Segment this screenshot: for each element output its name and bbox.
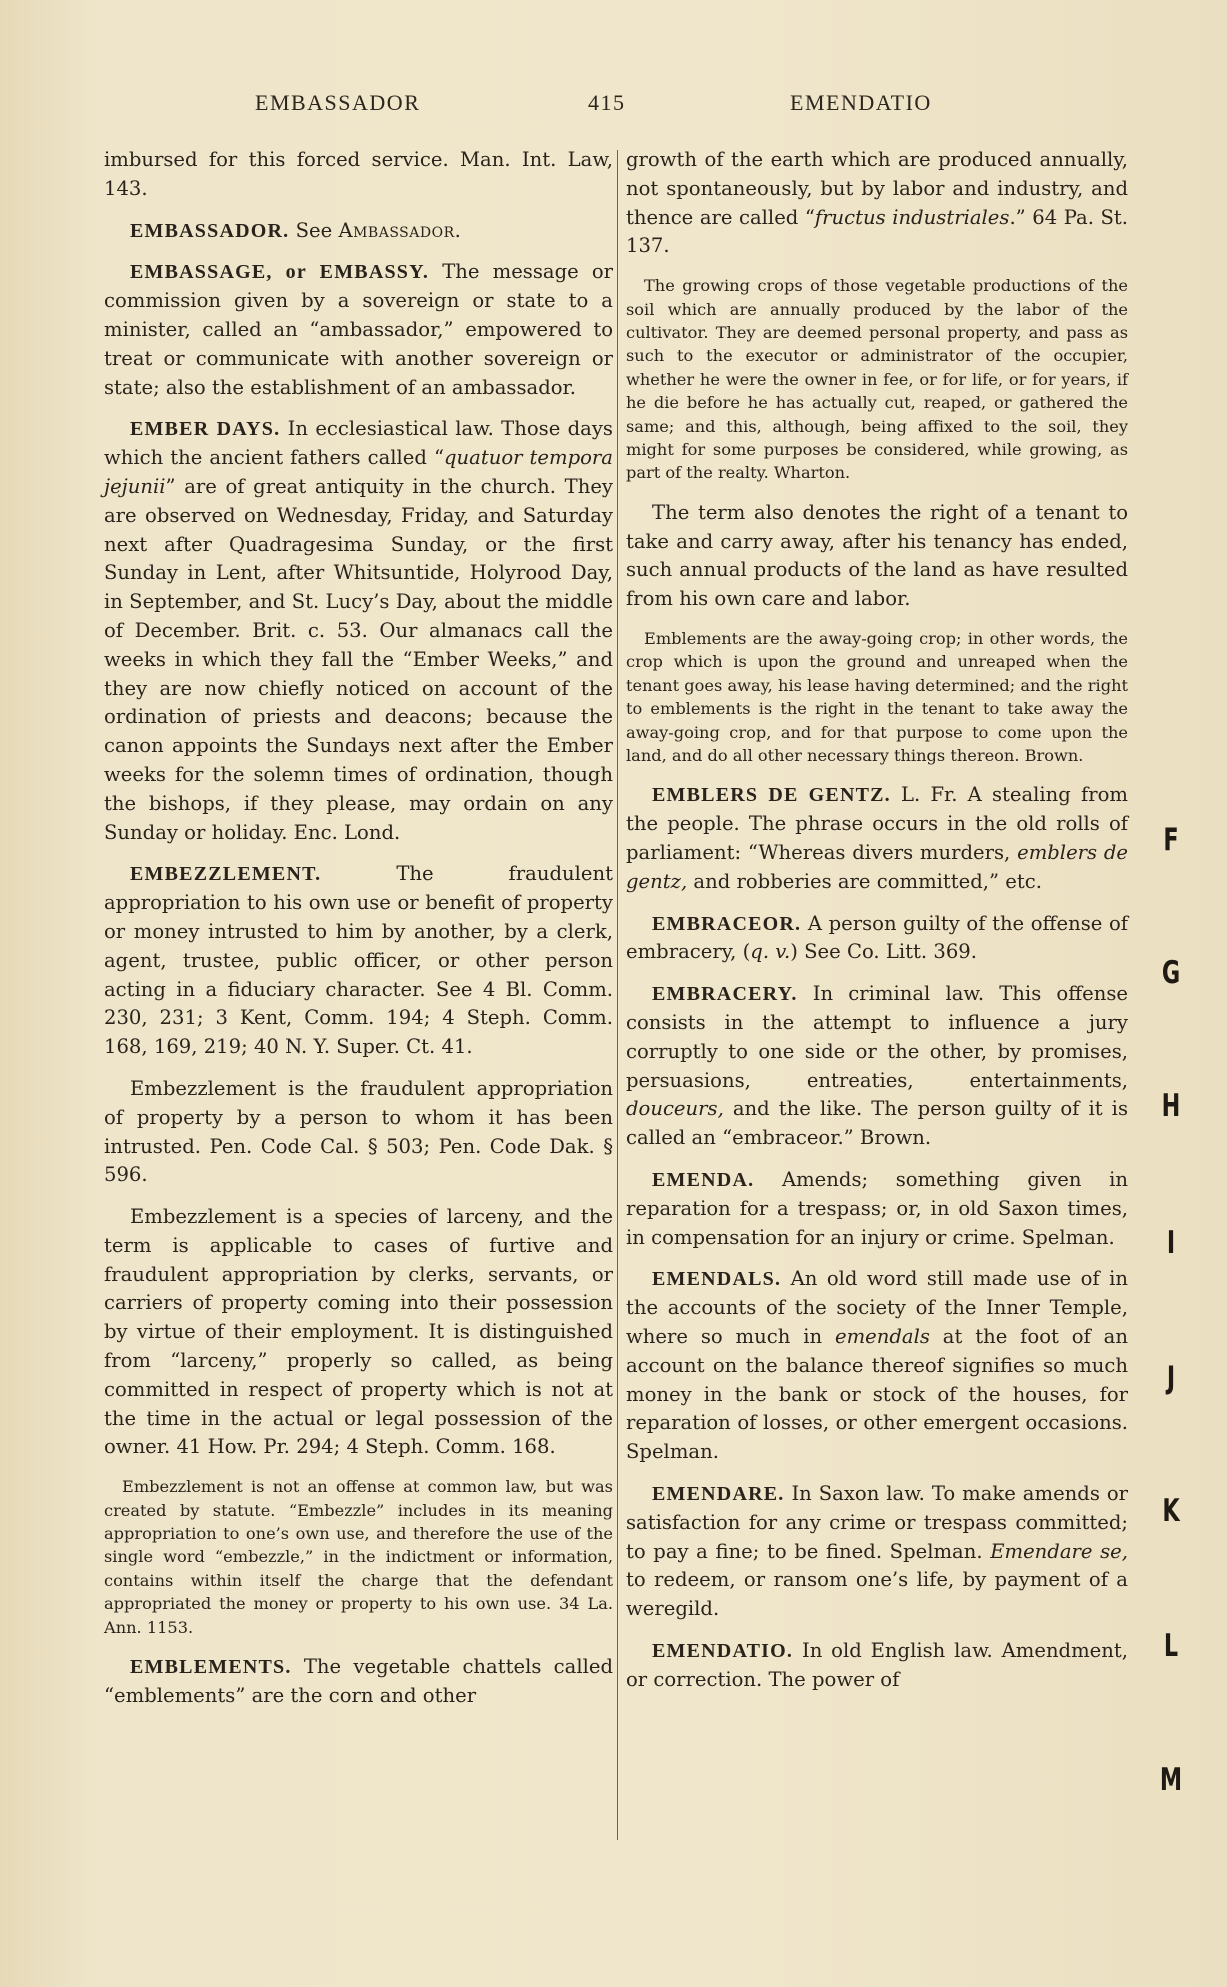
definition: In ecclesiastical law. Those days which the ancient fathers called “	[104, 417, 613, 470]
cross-reference: Ambassador.	[338, 218, 462, 242]
entry-emendals	[626, 1265, 1128, 1467]
right-column	[626, 146, 1128, 1708]
definition-continued: ) See Co. Litt. 369.	[790, 940, 977, 964]
headword: EMBLERS DE GENTZ.	[652, 784, 891, 807]
thumb-index-f[interactable]: F	[1163, 822, 1179, 858]
entry-embracery	[626, 980, 1128, 1153]
italic-phrase: q. v.	[750, 940, 791, 964]
definition: The message or commission given by a sovereign or state to a minister, called an “ambassador,” empowered to treat or communicate with another sovereign or state; also the establishment of an ambassador.	[104, 260, 613, 399]
italic-phrase: emblers de gentz,	[626, 841, 1129, 893]
emblements-note-2: Emblements are the away-going crop; in other words, the crop which is upon the ground and unreaped when the tenant goes away, his lease having determined; and the right to emblements is the right in the tenant to take away the away-going crop, and for that purpose to come upon the land, and do all other necessary things thereon. Brown.	[626, 629, 1128, 766]
definition: The vegetable chattels called “emblements” are the corn and other	[104, 1655, 613, 1707]
definition: In Saxon law. To make amends or satisfaction for any crime or trespass committed; to pay a fine; to be fined. Spelman.	[626, 1482, 1128, 1563]
definition: L. Fr. A stealing from the people. The phrase occurs in the old rolls of parliament: “Whereas divers murders,	[626, 783, 1128, 865]
headword: EMENDARE.	[652, 1483, 785, 1505]
headword: EMENDATIO.	[652, 1639, 794, 1662]
emblements-term-paragraph: The term also denotes the right of a tenant to take and carry away, after his tenancy has ended, such annual products of the land as have resulted from his own care and labor.	[626, 500, 1128, 611]
entry-ember-days	[104, 415, 613, 847]
entry-emblers-de-gentz	[626, 781, 1128, 896]
continued-paragraph: imbursed for this forced service. Man. Int. Law, 143.	[104, 148, 613, 200]
definition-continued: to redeem, or ransom one’s life, by payment of a weregild.	[626, 1568, 1128, 1621]
italic-phrase: Emendare se,	[990, 1539, 1128, 1563]
headword: EMENDA.	[652, 1169, 755, 1192]
definition: Amends; something given in reparation for a trespass; or, in old Saxon times, in compensation for an injury or crime. Spelman.	[626, 1168, 1128, 1249]
headword: EMBRACEOR.	[652, 912, 802, 935]
thumb-index-g[interactable]: G	[1161, 955, 1181, 991]
definition-continued: and the like. The person guilty of it is called an “embraceor.” Brown.	[626, 1097, 1128, 1150]
headword: EMBRACERY.	[652, 983, 798, 1006]
definition: In criminal law. This offense consists in the attempt to influence a jury corruptly to one side or the other, by promises, persuasions, entreaties, entertainments,	[626, 982, 1128, 1092]
entry-emblements	[104, 1653, 613, 1711]
definition: The fraudulent appropriation to his own use or benefit of property or money intrusted to him by another, by a clerk, agent, trustee, public officer, or other person acting in a fiduciary character. See 4 Bl. Comm. 230, 231; 3 Kent, Comm. 194; 4 Steph. Comm. 168, 169, 219; 40 N. Y. Super. Ct. 41.	[104, 862, 613, 1059]
definition-continued: growth of the earth which are produced annually, not spontaneously, but by labor and industry, and thence are called “	[626, 148, 1128, 229]
embezzlement-paragraph-2: Embezzlement is the fraudulent appropriation of property by a person to whom it has been intrusted. Pen. Code Cal. § 503; Pen. Code Dak. § 596.	[104, 1076, 613, 1187]
thumb-index-j[interactable]: J	[1166, 1360, 1176, 1396]
entry-embezzlement	[104, 860, 613, 1062]
latin-phrase: quatuor tempora jejunii	[104, 446, 613, 498]
see-label: See	[295, 218, 333, 242]
page-number: 415	[588, 90, 626, 115]
entry-embassador	[104, 217, 613, 246]
definition: In old English law. Amendment, or correction. The power of	[626, 1638, 1128, 1691]
entry-emendare	[626, 1480, 1128, 1624]
emblements-note-1: The growing crops of those vegetable productions of the soil which are annually produced by the labor of the cultivator. They are deemed personal property, and pass as such to the executor or administrator of the occupier, whether he were the owner in fee, or for life, or for years, if he die before he has actually cut, reaped, or gathered the same; and this, although, being affixed to the soil, they might for some purposes be considered, while growing, as part of the realty. Wharton.	[626, 276, 1128, 483]
column-divider	[617, 150, 618, 1840]
thumb-index-m[interactable]: M	[1159, 1762, 1183, 1798]
citation: .” 64 Pa. St. 137.	[626, 205, 1128, 258]
definition-continued: and robberies are committed,” etc.	[693, 869, 1042, 893]
definition: A person guilty of the offense of embracery, (	[626, 911, 1128, 964]
thumb-index-h[interactable]: H	[1161, 1088, 1181, 1124]
entry-emendatio	[626, 1637, 1128, 1695]
definition-continued: ” are of great antiquity in the church. They are observed on Wednesday, Friday, and Saturday next after Quadragesima Sunday, or the first Sunday in Lent, after Whitsuntide, Holyrood Day, in September, and St. Lucy’s Day, about the middle of December. Brit. c. 53. Our almanacs call the weeks in which they fall the “Ember Weeks,” and they are now chiefly noticed on account of the ordination of priests and deacons; because the canon appoints the Sundays next after the Ember weeks for the solemn times of ordination, though the bishops, if they please, may ordain on any Sunday or holiday. Enc. Lond.	[104, 474, 613, 844]
headword: EMENDALS.	[652, 1268, 782, 1291]
thumb-index-l[interactable]: L	[1163, 1628, 1179, 1664]
definition-continued: at the foot of an account on the balance thereof signifies so much money in the bank or stock of the houses, for reparation of losses, or other emergent occasions. Spelman.	[626, 1325, 1128, 1464]
italic-phrase: douceurs,	[626, 1097, 724, 1121]
left-column	[104, 146, 613, 1724]
embezzlement-note: Embezzlement is not an offense at common law, but was created by statute. “Embezzle” includes in its meaning appropriation to one’s own use, and therefore the use of the single word “embezzle,” in the indictment or information, contains within itself the charge that the defendant appropriated the money or property to his own use. 34 La. Ann. 1153.	[104, 1477, 613, 1637]
embezzlement-paragraph-3: Embezzlement is a species of larceny, and the term is applicable to cases of furtive and fraudulent appropriation by clerks, servants, or carriers of property coming into their possession by virtue of their employment. It is distinguished from “larceny,” properly so called, as being committed in respect of property which is not at the time in the actual or legal possession of the owner. 41 How. Pr. 294; 4 Steph. Comm. 168.	[104, 1205, 613, 1459]
entry-emenda	[626, 1166, 1128, 1252]
continued-paragraph	[626, 146, 1128, 261]
header-first-word: EMBASSADOR	[255, 90, 421, 115]
definition: An old word still made use of in the accounts of the society of the Inner Temple, where so much in	[626, 1267, 1128, 1349]
entry-embassage	[104, 258, 613, 402]
headword: EMBASSADOR.	[130, 219, 290, 242]
italic-phrase: emendals	[834, 1325, 930, 1349]
thumb-index-k[interactable]: K	[1162, 1493, 1180, 1529]
headword: EMBEZZLEMENT.	[130, 863, 322, 886]
latin-phrase: fructus industriales	[814, 205, 1010, 229]
thumb-index-i[interactable]: I	[1166, 1225, 1176, 1261]
headword: EMBER DAYS.	[130, 418, 281, 441]
running-header	[100, 90, 1140, 120]
headword: EMBLEMENTS.	[130, 1656, 292, 1679]
entry-embraceor	[626, 910, 1128, 968]
headword: EMBASSAGE, or EMBASSY.	[130, 261, 430, 284]
header-last-word: EMENDATIO	[790, 90, 932, 115]
